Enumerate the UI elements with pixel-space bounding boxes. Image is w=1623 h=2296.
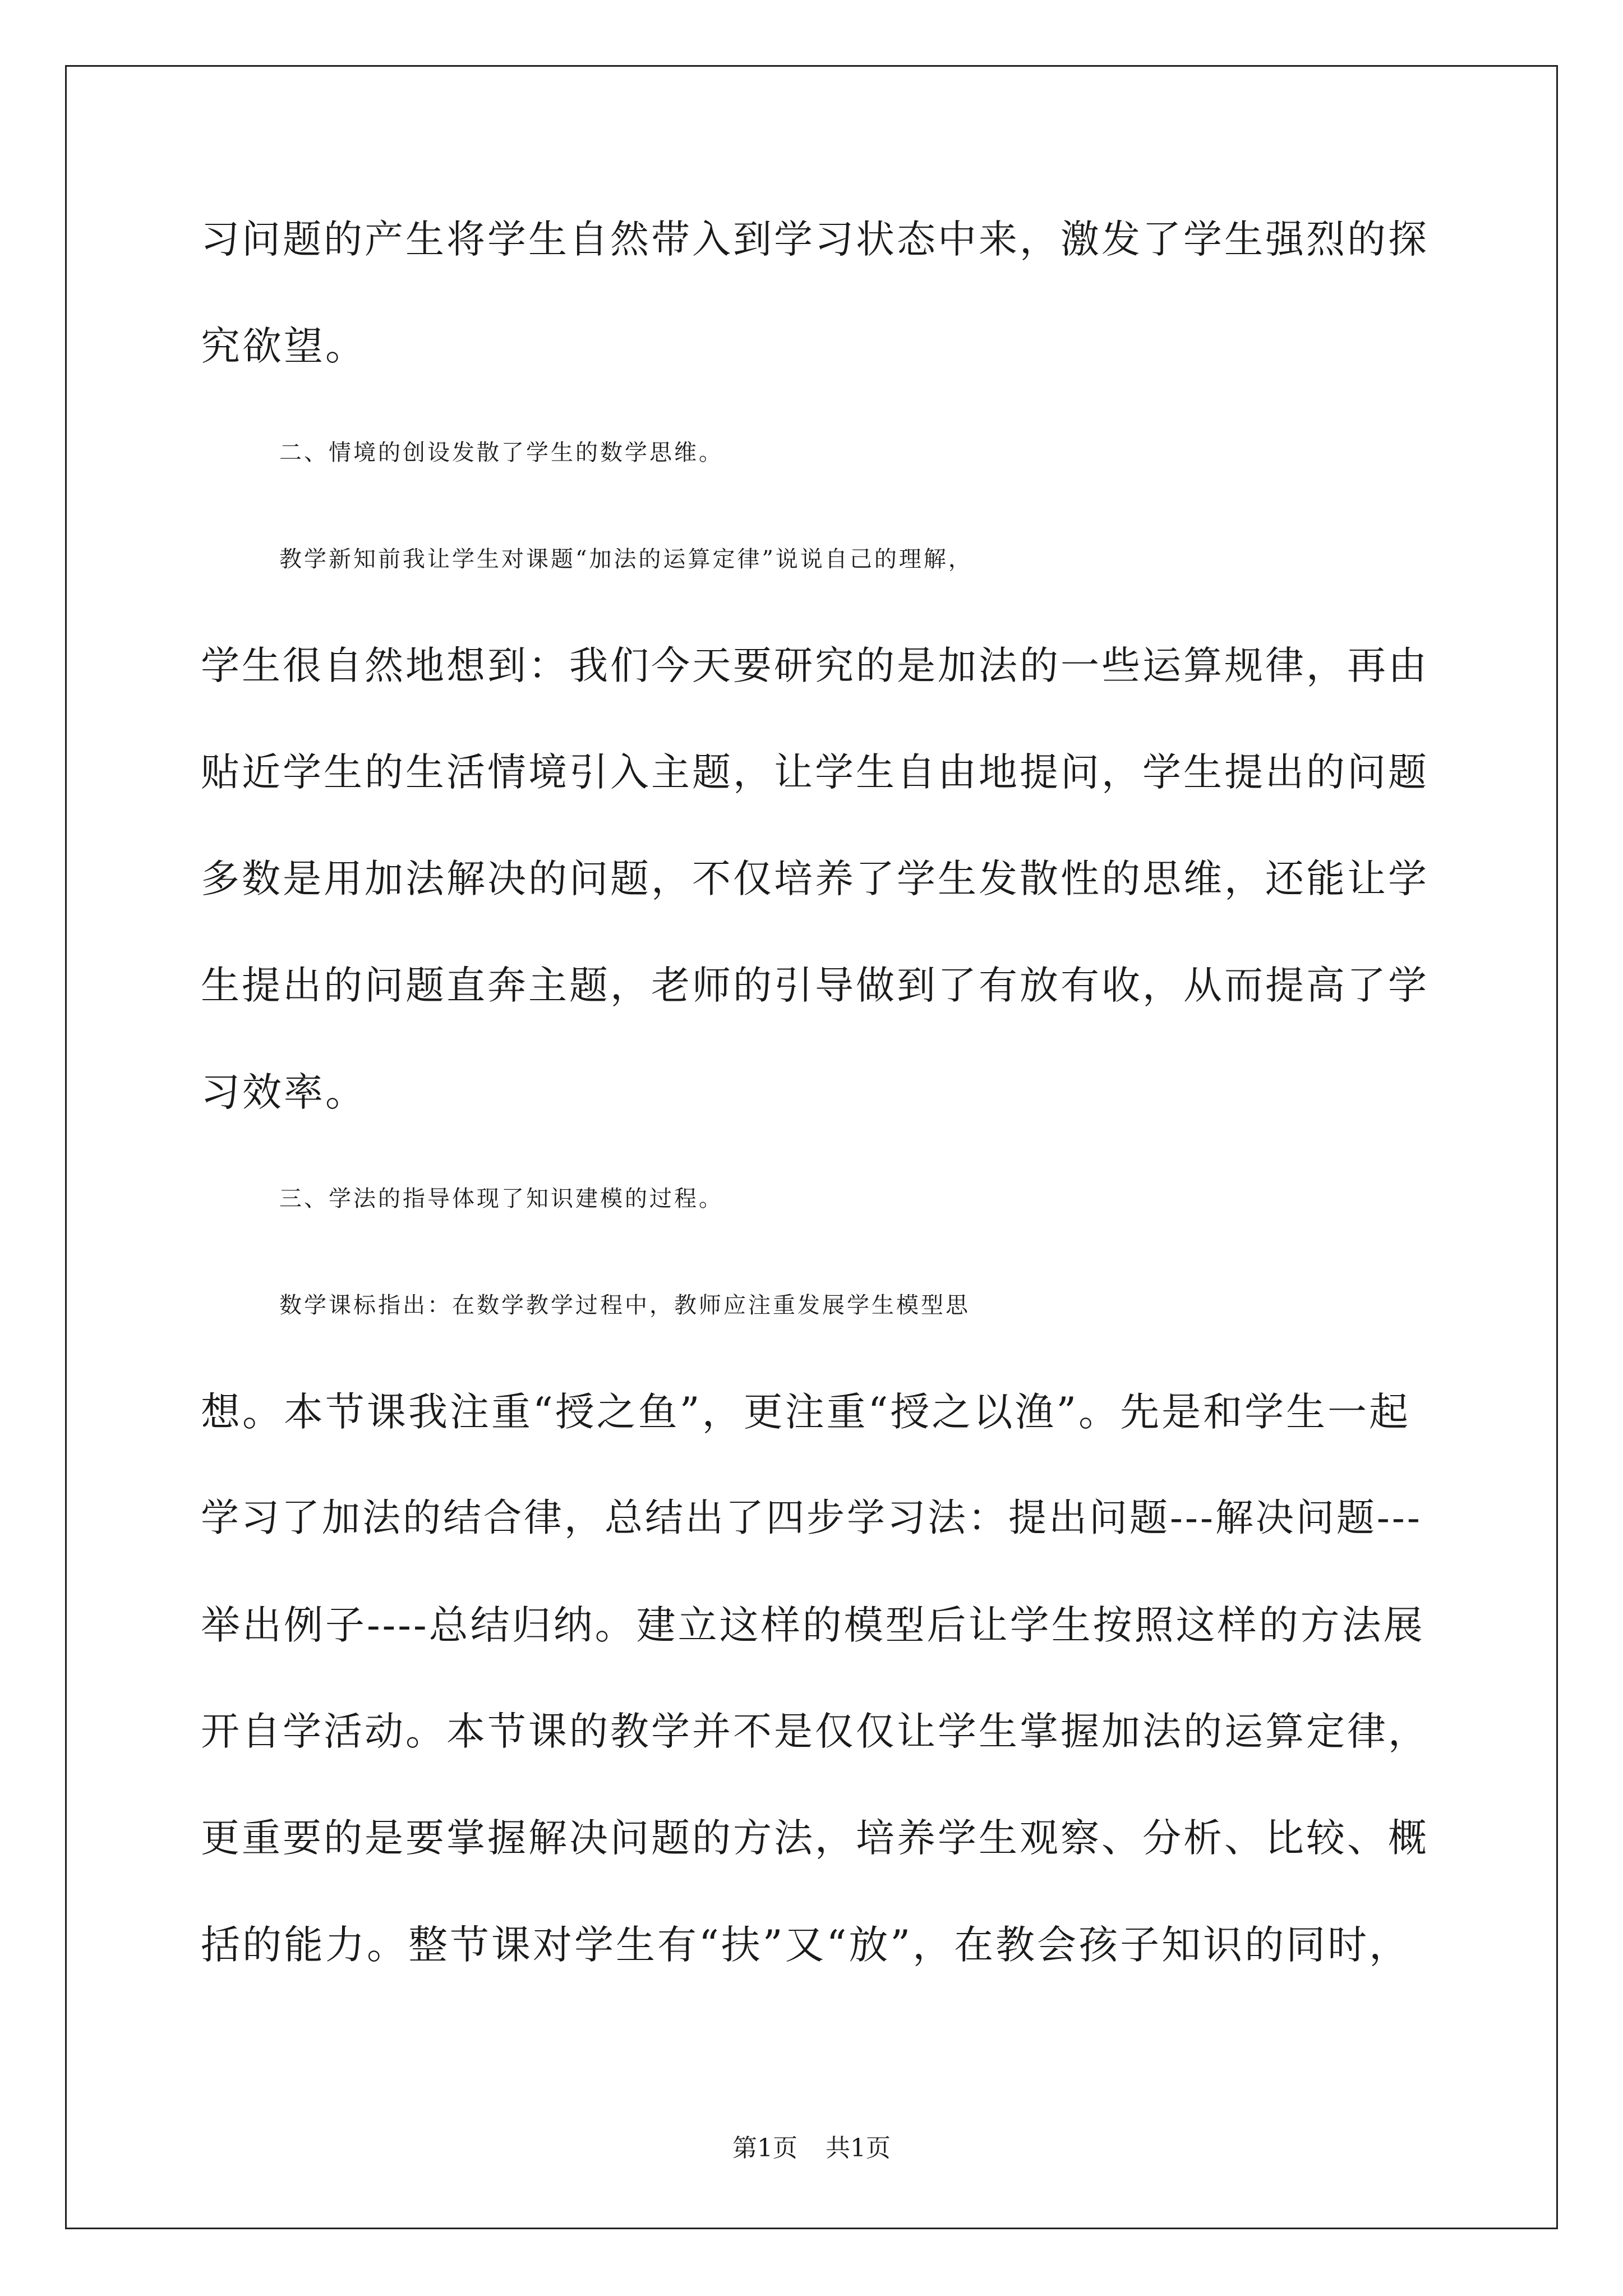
text-line: 学生很自然地想到：我们今天要研究的是加法的一些运算规律，再由 [201, 643, 1429, 688]
text-line: 开自学活动。本节课的教学并不是仅仅让学生掌握加法的运算定律， [201, 1709, 1429, 1754]
text-line: 习效率。 [201, 1069, 367, 1115]
text-line: 教学新知前我让学生对课题“加法的运算定律”说说自己的理解， [279, 546, 973, 572]
text-line: 括的能力。整节课对学生有“扶”又“放”，在教会孩子知识的同时， [201, 1922, 1411, 1968]
text-line: 举出例子----总结归纳。建立这样的模型后让学生按照这样的方法展 [201, 1602, 1425, 1648]
text-line: 多数是用加法解决的问题，不仅培养了学生发散性的思维，还能让学 [201, 857, 1429, 901]
text-line: 贴近学生的生活情境引入主题，让学生自由地提问，学生提出的问题 [201, 750, 1429, 795]
text-line: 究欲望。 [201, 323, 367, 369]
page-total: 共1页 [826, 2134, 891, 2162]
section-heading: 二、情境的创设发散了学生的数学思维。 [279, 440, 723, 466]
section-heading: 三、学法的指导体现了知识建模的过程。 [279, 1186, 723, 1212]
text-line: 生提出的问题直奔主题，老师的引导做到了有放有收，从而提高了学 [201, 963, 1429, 1008]
text-line: 数学课标指出：在数学教学过程中，教师应注重发展学生模型思 [279, 1292, 970, 1318]
page-border [65, 65, 1558, 2229]
page-number: 第1页 [732, 2134, 797, 2162]
text-line: 想。本节课我注重“授之鱼”，更注重“授之以渔”。先是和学生一起 [201, 1389, 1411, 1435]
page-footer [0, 2132, 1623, 2165]
text-line: 更重要的是要掌握解决问题的方法，培养学生观察、分析、比较、概 [201, 1816, 1429, 1861]
text-line: 习问题的产生将学生自然带入到学习状态中来，激发了学生强烈的探 [201, 217, 1429, 262]
text-line: 学习了加法的结合律，总结出了四步学习法：提出问题---解决问题--- [201, 1496, 1422, 1540]
